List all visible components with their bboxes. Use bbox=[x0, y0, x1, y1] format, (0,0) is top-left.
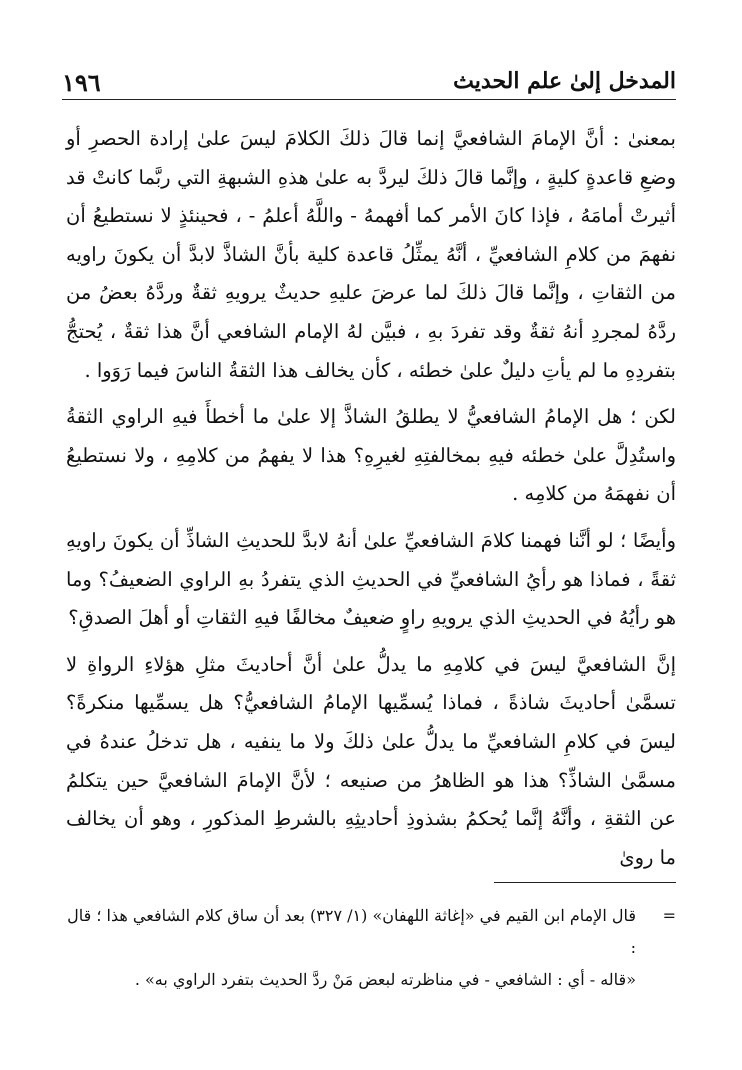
page-header bbox=[62, 66, 676, 100]
paragraph: إنَّ الشافعيَّ ليسَ في كلامِهِ ما يدلُّ علىٰ أنَّ أحاديثَ مثلِ هؤلاءِ الرواةِ لا تسمَّىٰ أحاديثَ شاذةً ، فماذا يُسمِّيها الإمامُ الشافعيُّ؟ هل يسمِّيها منكرةً؟ ليسَ في كلامِ الشافعيِّ ما يدلُّ علىٰ ذلكَ ولا ما ينفيه ، هل تدخلُ عندهُ في مسمَّىٰ الشاذِّ؟ هذا هو الظاهرُ من صنيعه ؛ لأنَّ الإمامَ الشافعيَّ حين يتكلمُ عن الثقةِ ، وأنَّهُ إنَّما يُحكمُ بشذوذِ أحاديثِهِ بالشرطِ المذكورِ ، وهو أن يخالف ما روىٰ bbox=[66, 652, 676, 869]
paragraph: وأيضًا ؛ لو أنَّنا فهمنا كلامَ الشافعيِّ علىٰ أنهُ لابدَّ للحديثِ الشاذِّ أن يكونَ راويهِ ثقةً ، فماذا هو رأيُ الشافعيِّ في الحديثِ الذي يتفردُ بهِ الراوي الضعيفُ؟ وما هو رأيُهُ في الحديثِ الذي يرويهِ راوٍ ضعيفٌ مخالفًا فيهِ الثقاتِ أو أهلَ الصدقِ؟ bbox=[66, 528, 676, 630]
footnote-rule bbox=[494, 882, 676, 883]
running-title: المدخل إلىٰ علم الحديث bbox=[453, 68, 676, 94]
footnotes bbox=[66, 900, 680, 996]
footnote-marker: = bbox=[662, 906, 676, 925]
body-text bbox=[66, 120, 676, 885]
paragraph: لكن ؛ هل الإمامُ الشافعيُّ لا يطلقُ الشاذَّ إلا علىٰ ما أخطأَ فيهِ الراوي الثقةُ واستُدِلَّ علىٰ خطئه فيهِ بمخالفتِهِ لغيرِهِ؟ هذا لا يفهمُ من كلامِهِ ، ولا نستطيعُ أن نفهمَهُ من كلامِه . bbox=[66, 405, 676, 506]
header-rule bbox=[62, 99, 676, 100]
page-number: ١٩٦ bbox=[62, 68, 101, 97]
footnote bbox=[66, 900, 680, 964]
footnote-text: قال الإمام ابن القيم في «إغاثة اللهفان» (١/ ٣٢٧) بعد أن ساق كلام الشافعي هذا ؛ قال : bbox=[67, 906, 636, 957]
footnote-quote: «قاله - أي : الشافعي - في مناظرته لبعض مَنْ ردَّ الحديث بتفرد الراوي به» . bbox=[134, 970, 636, 989]
paragraph: بمعنىٰ : أنَّ الإمامَ الشافعيَّ إنما قالَ ذلكَ الكلامَ ليسَ علىٰ إرادة الحصرِ أو وضعِ قاعدةٍ كليةٍ ، وإنَّما قالَ ذلكَ ليردَّ به علىٰ هذهِ الشبهةِ التي ربَّما كانتْ قد أثيرتْ أمامَهُ ، فإذا كانَ الأمر كما أفهمهُ - واللَّهُ أعلمُ - ، فحينئذٍ لا نستطيعُ أن نفهمَ من كلامِ الشافعيِّ ، أنَّهُ يمثِّلُ قاعدة كلية بأنَّ الشاذَّ لابدَّ أن يكونَ راويه من الثقاتِ ، وإنَّما قالَ ذلكَ لما عرضَ عليهِ حديثٌ يرويهِ ثقةٌ وردَّهُ بعضُ من ردَّهُ لمجردِ أنهُ ثقةٌ وقد تفردَ بهِ ، فبيَّن لهُ الإمام الشافعي أنَّ هذا ثقةٌ ، يُحتجُّ بتفردِهِ ما لم يأتِ دليلٌ علىٰ خطئه ، كأن يخالف هذا الثقةُ الناسَ فيما رَوَوا . bbox=[66, 127, 676, 382]
